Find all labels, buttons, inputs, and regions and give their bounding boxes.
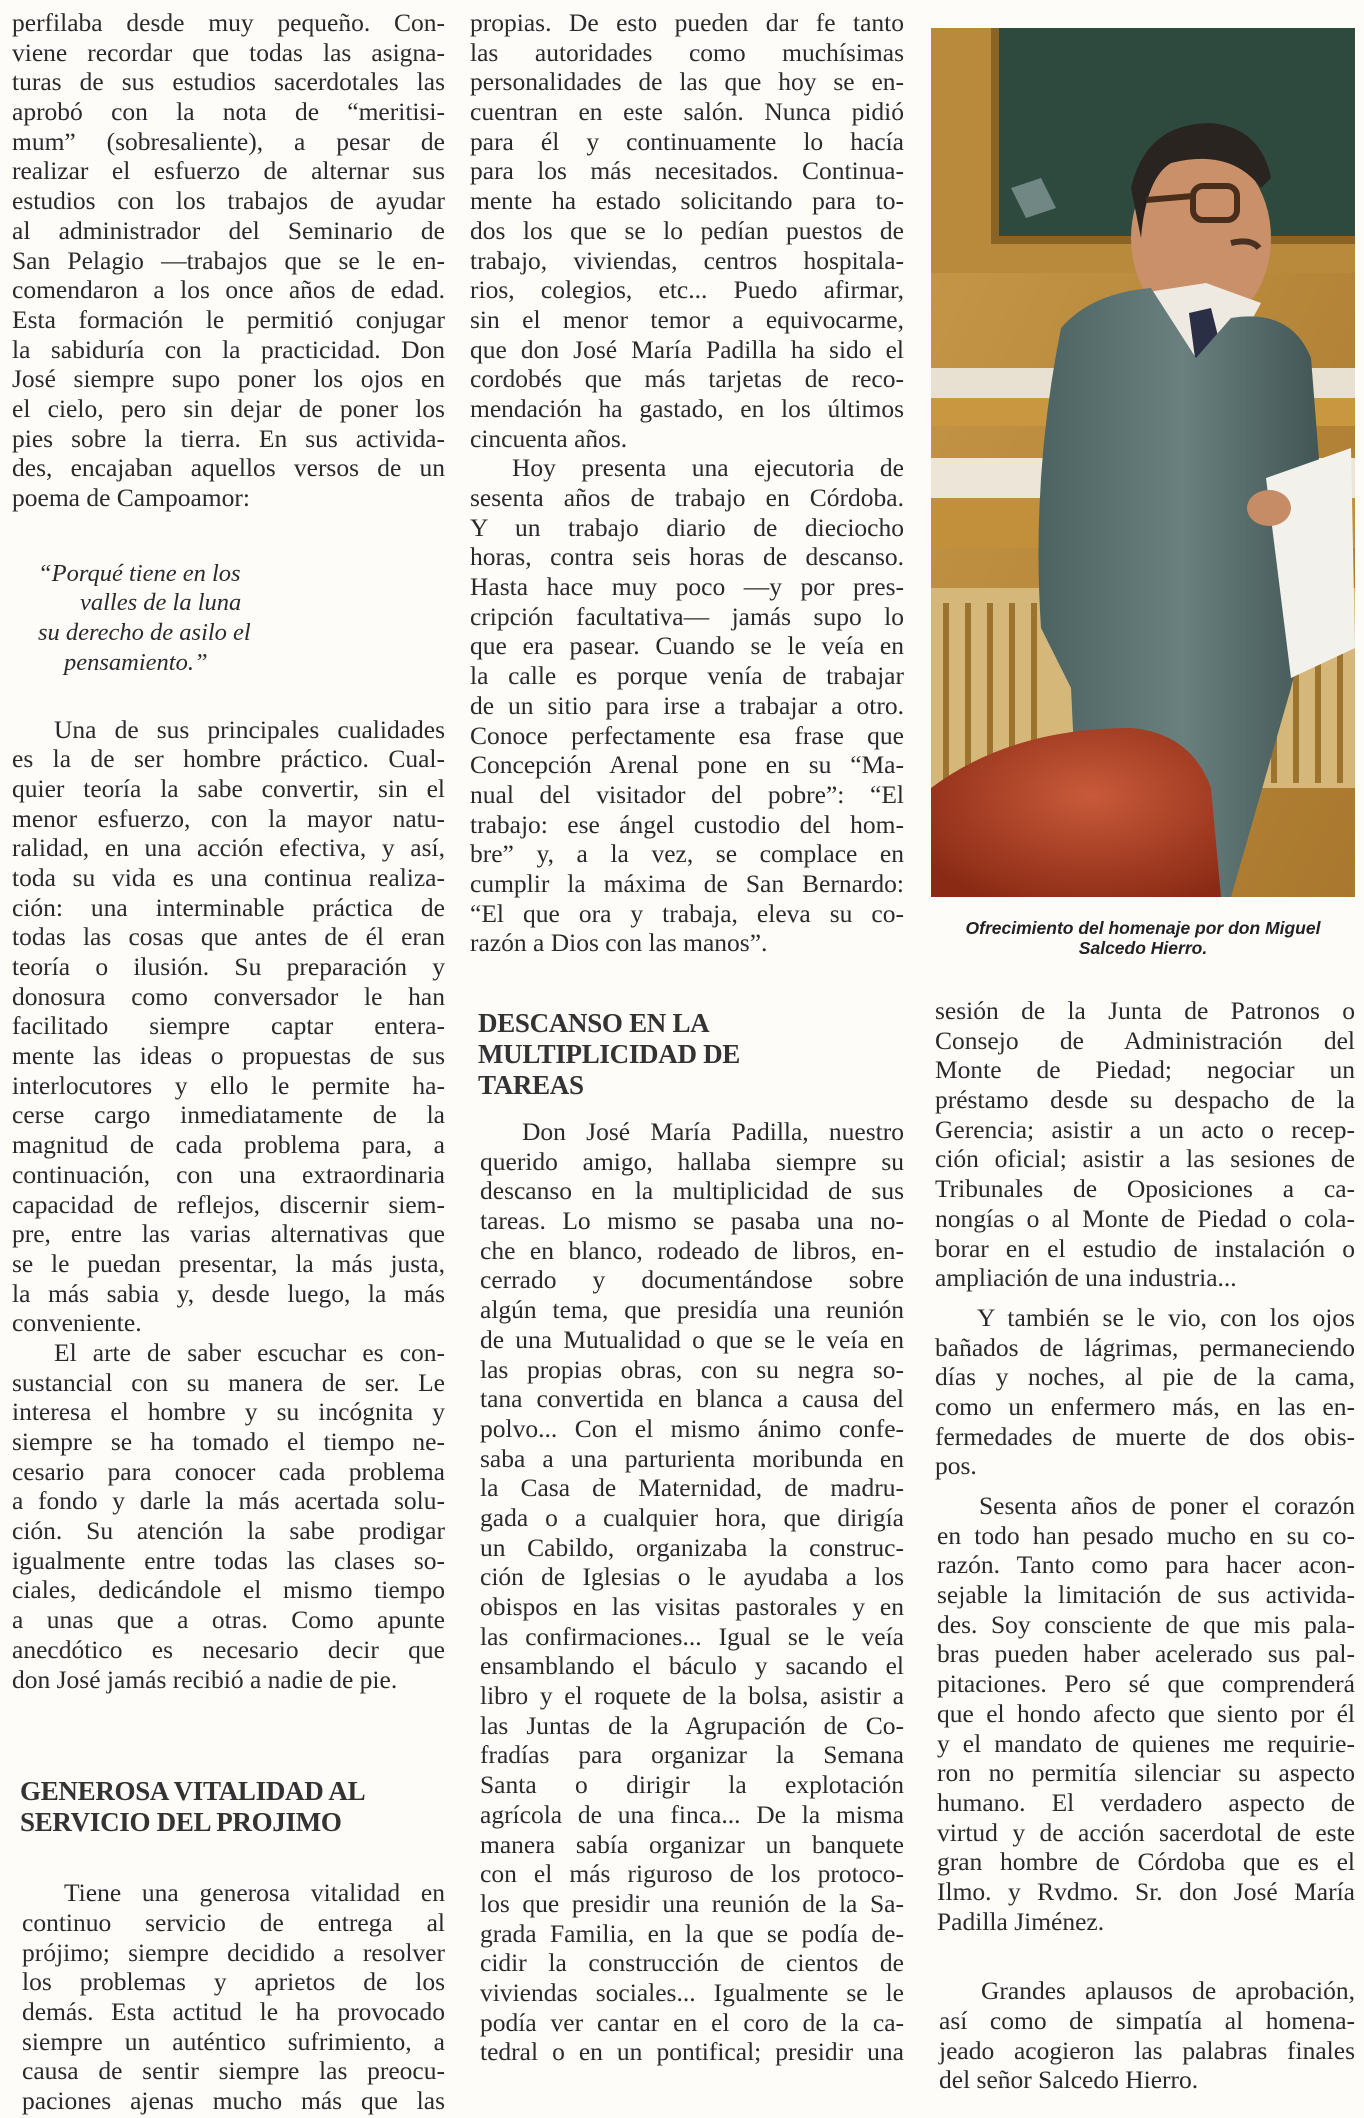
text-line: mum” (sobresaliente), a pesar de bbox=[12, 126, 445, 156]
text-line: Esta formación le permitió conjugar bbox=[12, 304, 445, 334]
text-line: gran hombre de Córdoba que es el bbox=[937, 1847, 1355, 1877]
text-line: virtud y de acción sacerdotal de este bbox=[937, 1817, 1355, 1847]
text-line: cripción facultativa— jamás supo lo bbox=[470, 601, 904, 631]
paragraph bbox=[935, 996, 1355, 1293]
text-line: Hasta hace muy poco —y por pres- bbox=[470, 572, 904, 602]
text-line: algún tema, que presidía una reunión bbox=[480, 1295, 904, 1325]
paragraph bbox=[12, 8, 445, 513]
paragraph bbox=[470, 1117, 904, 2067]
text-line: che en blanco, rodeado de libros, en- bbox=[480, 1235, 904, 1265]
text-line: fermedades de muerte de dos obis- bbox=[935, 1421, 1355, 1451]
text-line: Don José María Padilla, nuestro bbox=[522, 1117, 904, 1146]
text-line: agrícola de una finca... De la misma bbox=[480, 1799, 904, 1829]
heading-line: GENEROSA VITALIDAD AL bbox=[20, 1776, 366, 1807]
paragraph bbox=[470, 453, 904, 958]
text-line: turas de sus estudios sacerdotales las bbox=[12, 67, 445, 97]
section-heading bbox=[470, 1008, 904, 1101]
text-line: realizar el esfuerzo de alternar sus bbox=[12, 156, 445, 186]
verse-quote bbox=[12, 559, 445, 678]
text-line: las autoridades como muchísimas bbox=[470, 37, 904, 67]
text-line: la calle es porque venía de trabajar bbox=[470, 661, 904, 691]
text-line: comendaron a los once años de edad. bbox=[12, 275, 445, 305]
text-line: todas las cosas que antes de él eran bbox=[12, 922, 445, 952]
text-line: San Pelagio —trabajos que se le en- bbox=[12, 245, 445, 275]
text-line: mendación ha gastado, en los últimos bbox=[470, 393, 904, 423]
middle-column bbox=[470, 8, 904, 2067]
text-line: la sabiduría con la practicidad. Don bbox=[12, 334, 445, 364]
text-line: ción de Iglesias o le ayudaba a los bbox=[480, 1562, 904, 1592]
text-line: cordobés que más tarjetas de reco- bbox=[470, 364, 904, 394]
text-line: anecdótico es necesario decir que bbox=[12, 1634, 445, 1664]
text-line: en todo han pesado mucho en su co- bbox=[937, 1520, 1355, 1550]
text-line: saba a una parturienta moribunda en bbox=[480, 1443, 904, 1473]
text-line: donosura como conversador le han bbox=[12, 981, 445, 1011]
text-line: toda su vida es una continua realiza- bbox=[12, 862, 445, 892]
text-line: sustancial con su manera de ser. Le bbox=[12, 1367, 445, 1397]
text-line: capacidad de reflejos, discernir siem- bbox=[12, 1189, 445, 1219]
paragraph bbox=[12, 1878, 445, 2116]
text-line: polvo... Con el mismo ánimo confe- bbox=[480, 1413, 904, 1443]
text-line: querido amigo, hallaba siempre su bbox=[480, 1146, 904, 1176]
text-line: cesario para conocer cada problema bbox=[12, 1456, 445, 1486]
text-line: los problemas y aprietos de los bbox=[22, 1967, 445, 1997]
text-line: ciales, dedicándole el mismo tiempo bbox=[12, 1575, 445, 1605]
text-line: conveniente. bbox=[12, 1308, 142, 1338]
text-line: ción oficial; asistir a las sesiones de bbox=[935, 1144, 1355, 1174]
text-line: que era pasear. Cuando se le veía en bbox=[470, 631, 904, 661]
text-line: las Juntas de la Agrupación de Co- bbox=[480, 1710, 904, 1740]
text-line: cerrado y documentándose sobre bbox=[480, 1265, 904, 1295]
text-line: obispos en las visitas pastorales y en bbox=[480, 1592, 904, 1621]
text-line: cincuenta años. bbox=[470, 423, 628, 453]
text-line: humano. El verdadero aspecto de bbox=[937, 1787, 1355, 1817]
text-line: las confirmaciones... Igual se le veía bbox=[480, 1621, 904, 1651]
text-line: nongías o al Monte de Piedad o cola- bbox=[935, 1203, 1355, 1233]
text-line: pos. bbox=[935, 1451, 977, 1481]
text-line: las propias obras, con su negra so- bbox=[480, 1354, 904, 1384]
paragraph bbox=[935, 1976, 1355, 2095]
verse-line: valles de la luna bbox=[80, 589, 242, 617]
text-line: mente ha estado solicitando para to- bbox=[470, 186, 904, 216]
text-line: facilitado siempre captar entera- bbox=[12, 1011, 445, 1041]
text-line: sin el menor temor a equivocarme, bbox=[470, 304, 904, 334]
text-line: jeado acogieron las palabras finales bbox=[939, 2035, 1355, 2065]
heading-line: SERVICIO DEL PROJIMO bbox=[20, 1807, 342, 1838]
text-line: pitaciones. Pero sé que comprenderá bbox=[937, 1669, 1355, 1699]
text-line: nual del visitador del pobre”: “El bbox=[470, 779, 904, 809]
text-line: pies sobre la tierra. En sus activida- bbox=[12, 423, 445, 453]
heading-line: TAREAS bbox=[478, 1070, 584, 1100]
text-line: como un enfermero más, en las en- bbox=[935, 1391, 1355, 1421]
text-line: cidir la construcción de cientos de bbox=[480, 1948, 904, 1978]
text-line: Y un trabajo diario de dieciocho bbox=[470, 512, 904, 542]
text-line: los que presidir una reunión de la Sa- bbox=[480, 1888, 904, 1918]
paragraph bbox=[12, 715, 445, 1338]
paragraph bbox=[935, 1491, 1355, 1936]
text-line: poema de Campoamor: bbox=[12, 483, 250, 512]
text-line: del señor Salcedo Hierro. bbox=[939, 2065, 1199, 2095]
text-line: aprobó con la nota de “meritisi- bbox=[12, 97, 445, 127]
text-line: Monte de Piedad; negociar un bbox=[935, 1055, 1355, 1085]
text-line: “El que ora y trabaja, eleva su co- bbox=[470, 898, 904, 928]
text-line: bañados de lágrimas, permaneciendo bbox=[935, 1332, 1355, 1362]
text-line: cuentran en este salón. Nunca pidió bbox=[470, 97, 904, 127]
text-line: Una de sus principales cualidades bbox=[54, 714, 445, 744]
text-line: que don José María Padilla ha sido el bbox=[470, 334, 904, 364]
text-line: continuo servicio de entrega al bbox=[22, 1907, 445, 1937]
text-line: razón. Tanto como para hacer acon- bbox=[937, 1550, 1355, 1580]
text-line: así como de simpatía al homena- bbox=[939, 2006, 1355, 2035]
text-line: tedral o en un pontifical; presidir una bbox=[480, 2037, 904, 2067]
caption-line: Ofrecimiento del homenaje por don Miguel bbox=[965, 918, 1321, 938]
text-line: prójimo; siempre decidido a resolver bbox=[22, 1937, 445, 1967]
text-line: trabajo: ese ángel custodio del hom- bbox=[470, 809, 904, 839]
text-line: horas, contra seis horas de descanso. bbox=[470, 542, 904, 572]
section-heading bbox=[12, 1776, 445, 1838]
text-line: es la de ser hombre práctico. Cual- bbox=[12, 744, 445, 774]
text-line: Y también se le vio, con los ojos bbox=[977, 1302, 1355, 1332]
text-line: José siempre supo poner los ojos en bbox=[12, 364, 445, 394]
text-line: des. Soy consciente de que mis pala- bbox=[937, 1609, 1355, 1639]
text-line: Tiene una generosa vitalidad en bbox=[64, 1878, 445, 1908]
text-line: perfilaba desde muy pequeño. Con- bbox=[12, 8, 445, 37]
text-line: siempre se ha tomado el tiempo ne- bbox=[12, 1427, 445, 1456]
text-line: la más sabia y, desde luego, la más bbox=[12, 1278, 445, 1308]
text-line: Santa o dirigir la explotación bbox=[480, 1770, 904, 1800]
text-line: a fondo y darle la más acertada solu- bbox=[12, 1486, 445, 1516]
text-line: ción. Su atención la sabe prodigar bbox=[12, 1516, 445, 1546]
text-line: grada Familia, en la que se podía de- bbox=[480, 1918, 904, 1948]
text-line: don José jamás recibió a nadie de pie. bbox=[12, 1664, 398, 1694]
text-line: al administrador del Seminario de bbox=[12, 215, 445, 245]
text-line: Gerencia; asistir a un acto o recep- bbox=[935, 1114, 1355, 1144]
text-line: ralidad, en una acción efectiva, y así, bbox=[12, 833, 445, 863]
text-line: El arte de saber escuchar es con- bbox=[54, 1337, 445, 1367]
text-line: magnitud de cada problema para, a bbox=[12, 1130, 445, 1160]
text-line: personalidades de las que hoy se en- bbox=[470, 67, 904, 97]
text-line: se le puedan presentar, la más justa, bbox=[12, 1248, 445, 1278]
text-line: bre” y, a la vez, se complace en bbox=[470, 839, 904, 869]
photo-illustration bbox=[931, 28, 1355, 897]
paragraph bbox=[470, 8, 904, 453]
text-line: rios, colegios, etc... Puedo afirmar, bbox=[470, 275, 904, 305]
verse-line: “Porqué tiene en los bbox=[38, 559, 241, 587]
text-line: teoría o ilusión. Su preparación y bbox=[12, 952, 445, 981]
text-line: la Casa de Maternidad, de madru- bbox=[480, 1473, 904, 1503]
text-line: ensamblando el báculo y sacando el bbox=[480, 1651, 904, 1681]
text-line: sejable la limitación de sus activida- bbox=[937, 1580, 1355, 1610]
text-line: para él y continuamente lo hacía bbox=[470, 126, 904, 156]
paragraph bbox=[935, 1303, 1355, 1481]
text-line: tana convertida en blanca a causa del bbox=[480, 1384, 904, 1414]
text-line: sesión de la Junta de Patronos o bbox=[935, 996, 1355, 1025]
text-line: libro y el roquete de la bolsa, asistir a bbox=[480, 1681, 904, 1711]
text-line: Hoy presenta una ejecutoria de bbox=[512, 453, 904, 483]
text-line: Sesenta años de poner el corazón bbox=[979, 1491, 1355, 1520]
text-line: propias. De esto pueden dar fe tanto bbox=[470, 8, 904, 37]
text-line: des, encajaban aquellos versos de un bbox=[12, 453, 445, 483]
text-line: pre, entre las varias alternativas que bbox=[12, 1219, 445, 1249]
text-line: trabajo, viviendas, centros hospitala- bbox=[470, 245, 904, 275]
text-line: interesa el hombre y su incógnita y bbox=[12, 1397, 445, 1427]
text-line: Padilla Jiménez. bbox=[937, 1906, 1105, 1936]
text-line: manera sabía organizar un banquete bbox=[480, 1829, 904, 1859]
text-line: un Cabildo, organizaba la construc- bbox=[480, 1532, 904, 1562]
text-line: tareas. Lo mismo se pasaba una no- bbox=[480, 1206, 904, 1236]
heading-line: DESCANSO EN LA bbox=[478, 1008, 710, 1038]
caption-line: Salcedo Hierro. bbox=[1078, 938, 1208, 958]
right-column bbox=[935, 996, 1355, 2095]
text-line: estudios con los trabajos de ayudar bbox=[12, 186, 445, 216]
verse-line: su derecho de asilo el bbox=[38, 619, 251, 647]
text-line: descanso en la multiplicidad de sus bbox=[480, 1176, 904, 1206]
text-line: Consejo de Administración del bbox=[935, 1025, 1355, 1055]
text-line: bras pueden haber acelerado sus pal- bbox=[937, 1639, 1355, 1669]
text-line: Concepción Arenal pone en su “Ma- bbox=[470, 750, 904, 780]
paragraph bbox=[12, 1338, 445, 1694]
text-line: interlocutores y ello le permite ha- bbox=[12, 1070, 445, 1100]
text-line: borar en el estudio de instalación o bbox=[935, 1233, 1355, 1263]
photo-speaker bbox=[931, 28, 1355, 897]
text-line: ción: una interminable práctica de bbox=[12, 892, 445, 922]
text-line: gada o a cualquier hora, que dirigía bbox=[480, 1502, 904, 1532]
text-line: Tribunales de Oposiciones a ca- bbox=[935, 1174, 1355, 1204]
text-line: a unas que a otras. Como apunte bbox=[12, 1605, 445, 1635]
text-line: cerse cargo inmediatamente de la bbox=[12, 1100, 445, 1130]
text-line: cumplir la máxima de San Bernardo: bbox=[470, 868, 904, 898]
text-line: siempre un auténtico sufrimiento, a bbox=[22, 2026, 445, 2056]
verse-line: pensamiento.” bbox=[64, 648, 208, 676]
text-line: mente las ideas o propuestas de sus bbox=[12, 1041, 445, 1071]
text-line: Conoce perfectamente esa frase que bbox=[470, 720, 904, 750]
text-line: ron no permitía silenciar su aspecto bbox=[937, 1758, 1355, 1788]
text-line: y el mandato de quienes me requirie- bbox=[937, 1728, 1355, 1758]
text-line: demás. Esta actitud le ha provocado bbox=[22, 1996, 445, 2026]
heading-line: MULTIPLICIDAD DE bbox=[478, 1039, 740, 1069]
text-line: podía ver cantar en el coro de la ca- bbox=[480, 2007, 904, 2037]
text-line: menor esfuerzo, con la mayor natu- bbox=[12, 803, 445, 833]
text-line: el cielo, pero sin dejar de poner los bbox=[12, 393, 445, 423]
text-line: que el hondo afecto que siento por él bbox=[937, 1698, 1355, 1728]
text-line: viviendas sociales... Igualmente se le bbox=[480, 1977, 904, 2007]
text-line: sesenta años de trabajo en Córdoba. bbox=[470, 483, 904, 512]
text-line: continuación, con una extraordinaria bbox=[12, 1159, 445, 1189]
text-line: fradías para organizar la Semana bbox=[480, 1740, 904, 1770]
text-line: viene recordar que todas las asigna- bbox=[12, 37, 445, 67]
text-line: dos los que se lo pedían puestos de bbox=[470, 215, 904, 245]
photo-caption bbox=[931, 918, 1355, 958]
text-line: ampliación de una industria... bbox=[935, 1263, 1237, 1293]
text-line: con el más riguroso de los protoco- bbox=[480, 1859, 904, 1889]
text-line: de una Mutualidad o que se le veía en bbox=[480, 1324, 904, 1354]
text-line: de un sitio para irse a trabajar a otro. bbox=[470, 690, 904, 720]
text-line: Ilmo. y Rvdmo. Sr. don José María bbox=[937, 1876, 1355, 1906]
text-line: paciones ajenas mucho más que las bbox=[22, 2086, 445, 2115]
text-line: igualmente entre todas las clases so- bbox=[12, 1545, 445, 1575]
text-line: causa de sentir siempre las preocu- bbox=[22, 2056, 445, 2086]
text-line: quier teoría la sabe convertir, sin el bbox=[12, 773, 445, 803]
left-column bbox=[12, 8, 445, 2116]
text-line: préstamo desde su despacho de la bbox=[935, 1085, 1355, 1115]
text-line: días y noches, al pie de la cama, bbox=[935, 1362, 1355, 1392]
text-line: Grandes aplausos de aprobación, bbox=[981, 1976, 1355, 2006]
text-line: razón a Dios con las manos”. bbox=[470, 928, 768, 958]
text-line: para los más necesitados. Continua- bbox=[470, 156, 904, 186]
